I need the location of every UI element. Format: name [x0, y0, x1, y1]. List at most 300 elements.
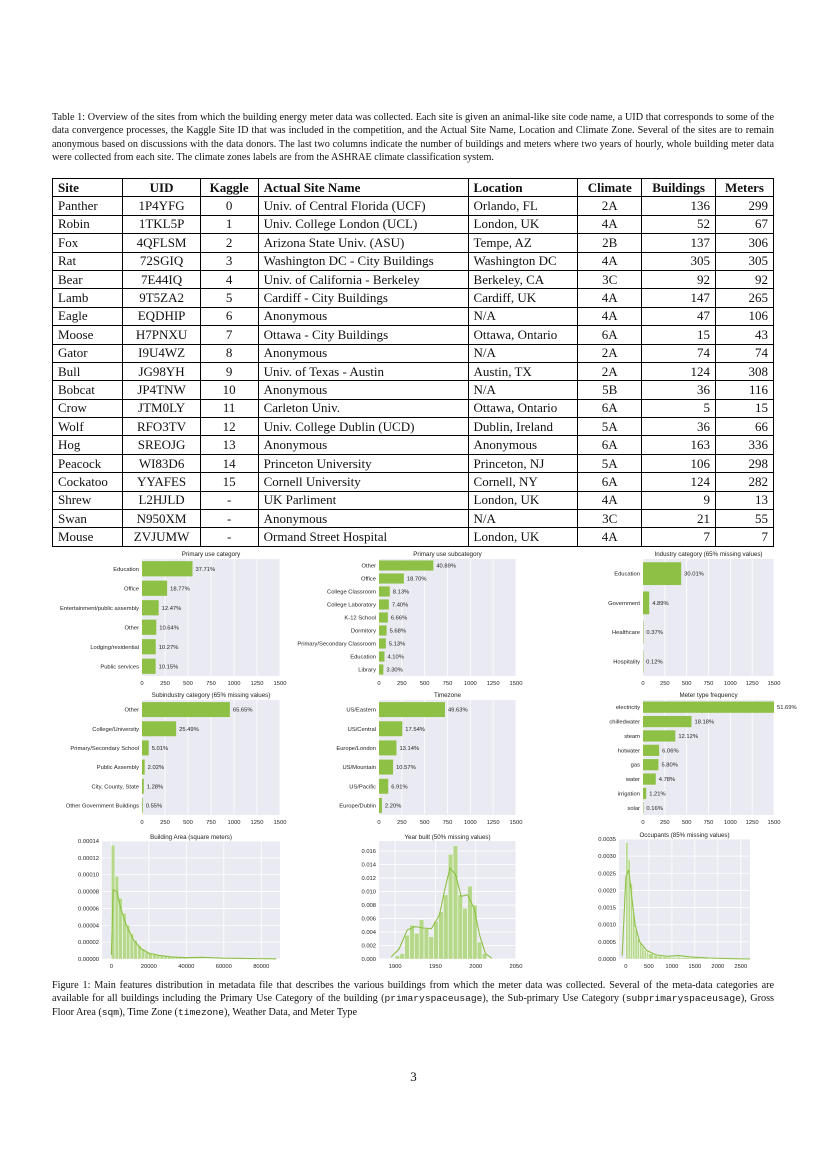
histogram-bar	[190, 958, 193, 959]
table-cell: 4A	[578, 289, 642, 307]
x-tick-label: 750	[703, 681, 714, 687]
table-row	[53, 197, 774, 215]
table-cell: H7PNXU	[123, 326, 200, 344]
bar	[379, 664, 383, 674]
table-cell: 36	[642, 418, 716, 436]
chart-title: Occupants (85% missing values)	[639, 832, 730, 839]
figure-caption-code: primaryspaceusage	[384, 993, 483, 1005]
bar	[379, 740, 396, 755]
y-tick-label: 0.00006	[78, 906, 99, 913]
bar	[142, 721, 176, 736]
figure-caption-text: ), the Sub-primary Use Category (	[482, 993, 626, 1005]
table-cell: 4	[200, 270, 258, 288]
figure-caption-code: sqm	[101, 1006, 120, 1018]
y-tick-label: Office	[123, 586, 139, 593]
table-row	[53, 344, 774, 362]
y-tick-label: Public services	[100, 664, 139, 671]
table-header-row	[53, 179, 774, 197]
bar	[379, 625, 387, 635]
table-cell: 1	[200, 215, 258, 233]
table-row	[53, 510, 774, 528]
bar	[142, 779, 144, 794]
x-tick-label: 0	[624, 964, 628, 970]
page-number: 3	[410, 1069, 417, 1084]
y-tick-label: 0.0020	[598, 888, 616, 895]
chart-title: Subindustry category (65% missing values)	[151, 692, 271, 699]
table-cell: 12	[200, 418, 258, 436]
table-cell: 9	[200, 362, 258, 380]
histogram-bar	[414, 933, 419, 959]
table-cell: Tempe, AZ	[468, 234, 578, 252]
data-label: 10.15%	[158, 664, 179, 671]
histogram-bar	[672, 958, 676, 959]
table-cell: 4QFLSM	[123, 234, 200, 252]
table-cell: N/A	[468, 307, 578, 325]
column-header: Actual Site Name	[258, 179, 468, 197]
column-header: Location	[468, 179, 578, 197]
data-label: 12.47%	[161, 605, 182, 612]
bar	[379, 560, 433, 570]
histogram-bar	[453, 846, 458, 959]
table-cell: 2A	[578, 197, 642, 215]
table-cell: Princeton, NJ	[468, 454, 578, 472]
x-tick-label: 2500	[734, 964, 748, 970]
chart-title: Primary use category	[181, 551, 241, 558]
x-tick-label: 2050	[509, 964, 523, 970]
table-row	[53, 289, 774, 307]
y-tick-label: Other	[124, 625, 139, 632]
table-cell: 74	[642, 344, 716, 362]
chart-title: Primary use subcategory	[413, 551, 482, 558]
data-label: 1.21%	[649, 791, 666, 798]
table-cell: London, UK	[468, 528, 578, 546]
histogram-bar	[667, 957, 671, 959]
table-cell: 305	[716, 252, 774, 270]
histogram-bar	[644, 950, 646, 959]
table-cell: 55	[716, 510, 774, 528]
y-tick-label: US/Central	[347, 726, 376, 733]
bar	[142, 561, 193, 576]
table-cell: Swan	[53, 510, 123, 528]
data-label: 1.28%	[146, 784, 164, 791]
histogram-bar	[186, 958, 189, 959]
table-cell: 7	[642, 528, 716, 546]
x-tick-label: 60000	[215, 964, 232, 970]
y-tick-label: 0.00014	[78, 839, 99, 845]
data-label: 10.64%	[159, 625, 179, 632]
table-cell: 136	[642, 197, 716, 215]
x-tick-label: 1250	[745, 820, 759, 826]
table-cell: 106	[642, 454, 716, 472]
bar	[643, 702, 774, 713]
table-cell: 124	[642, 473, 716, 491]
x-tick-label: 250	[659, 681, 670, 687]
x-tick-label: 1250	[250, 820, 264, 826]
figure-svg	[52, 547, 797, 970]
y-tick-label: 0.010	[361, 889, 376, 896]
table-cell: 36	[642, 381, 716, 399]
y-tick-label: Office	[360, 576, 376, 583]
bar	[643, 562, 681, 585]
y-tick-label: College Classroom	[327, 589, 376, 596]
y-tick-label: Entertainment/public assembly	[60, 605, 139, 612]
y-tick-label: 0.0015	[598, 905, 616, 912]
data-label: 4.10%	[387, 654, 404, 661]
table-cell: Cornell University	[258, 473, 468, 491]
x-tick-label: 0	[377, 820, 381, 826]
y-tick-label: 0.014	[361, 862, 376, 869]
x-tick-label: 0	[377, 681, 381, 687]
histogram-bar	[663, 957, 667, 959]
data-label: 18.77%	[170, 586, 190, 593]
histogram-bar	[194, 958, 197, 959]
table-cell: Ottawa, Ontario	[468, 399, 578, 417]
table-cell: 92	[716, 270, 774, 288]
bar	[643, 788, 646, 799]
chart-title: Industry category (65% missing values)	[654, 551, 763, 558]
y-tick-label: 0.00004	[78, 923, 99, 930]
table-cell: 92	[642, 270, 716, 288]
bar	[643, 716, 691, 727]
table-row	[53, 215, 774, 233]
table-cell: WI83D6	[123, 454, 200, 472]
table-cell: N/A	[468, 510, 578, 528]
x-tick-label: 1250	[486, 820, 500, 826]
table-cell: 5B	[578, 381, 642, 399]
table-cell: 14	[200, 454, 258, 472]
bar	[142, 760, 145, 775]
bar	[142, 581, 167, 596]
y-tick-label: Primary/Secondary School	[70, 745, 139, 752]
x-tick-label: 1000	[227, 820, 241, 826]
table-cell: 4A	[578, 528, 642, 546]
x-tick-label: 0	[140, 820, 144, 826]
table-cell: YYAFES	[123, 473, 200, 491]
data-label: 8.13%	[392, 589, 410, 596]
sites-table	[52, 178, 774, 547]
table-cell: 5A	[578, 418, 642, 436]
table-cell: Univ. College Dublin (UCD)	[258, 418, 468, 436]
table-cell: 6A	[578, 399, 642, 417]
y-tick-label: City, County, State	[91, 784, 139, 791]
data-label: 2.20%	[384, 803, 402, 810]
table-cell: 3C	[578, 270, 642, 288]
table-cell: 67	[716, 215, 774, 233]
table-cell: 5	[642, 399, 716, 417]
table-row	[53, 307, 774, 325]
histogram-bar	[676, 957, 680, 959]
y-tick-label: Education	[350, 654, 376, 661]
table-cell: 2A	[578, 362, 642, 380]
table-cell: Panther	[53, 197, 123, 215]
y-tick-label: Library	[358, 667, 376, 674]
data-label: 6.06%	[662, 748, 679, 755]
table-cell: Univ. of California - Berkeley	[258, 270, 468, 288]
table-cell: Anonymous	[468, 436, 578, 454]
y-tick-label: gas	[630, 762, 640, 769]
table-cell: 2A	[578, 344, 642, 362]
table-row	[53, 454, 774, 472]
table-cell: Bobcat	[53, 381, 123, 399]
table-cell: I9U4WZ	[123, 344, 200, 362]
data-label: 3.30%	[386, 667, 403, 674]
x-tick-label: 0	[140, 681, 144, 687]
data-label: 2.02%	[147, 765, 165, 772]
table-row	[53, 399, 774, 417]
x-tick-label: 250	[659, 820, 670, 826]
x-tick-label: 500	[681, 820, 692, 826]
y-tick-label: 0.016	[361, 849, 376, 856]
x-tick-label: 1250	[250, 681, 264, 687]
table-cell: 1TKL5P	[123, 215, 200, 233]
histogram-bar	[410, 925, 415, 959]
bar	[643, 591, 649, 614]
table-cell: Berkeley, CA	[468, 270, 578, 288]
table-cell: 15	[642, 326, 716, 344]
histogram-bar	[419, 920, 424, 959]
table-cell: -	[200, 510, 258, 528]
table-cell: 306	[716, 234, 774, 252]
column-header: Climate	[578, 179, 642, 197]
sites-table-container	[52, 178, 774, 547]
table-cell: 5	[200, 289, 258, 307]
x-tick-label: 1000	[463, 820, 477, 826]
column-header: UID	[123, 179, 200, 197]
table-cell: Crow	[53, 399, 123, 417]
table-cell: 13	[716, 491, 774, 509]
chart-title: Meter type frequency	[679, 692, 738, 699]
y-tick-label: College Laboratory	[327, 602, 376, 609]
y-tick-label: 0.0010	[598, 922, 616, 929]
table-cell: 52	[642, 215, 716, 233]
data-label: 5.80%	[661, 762, 678, 769]
x-tick-label: 2000	[711, 964, 725, 970]
bar	[379, 651, 384, 661]
data-label: 40.89%	[436, 563, 457, 570]
histogram-bar	[649, 954, 653, 959]
figure-caption-text: ), Gross Floor Area (	[52, 993, 774, 1018]
histogram-bar	[653, 956, 657, 959]
table-cell: L2HJLD	[123, 491, 200, 509]
data-label: 13.14%	[399, 745, 420, 752]
table-cell: Univ. of Central Florida (UCF)	[258, 197, 468, 215]
x-tick-label: 1500	[273, 820, 287, 826]
x-tick-label: 500	[183, 681, 193, 687]
x-tick-label: 80000	[253, 964, 270, 970]
x-tick-label: 0	[109, 964, 113, 970]
bar	[643, 745, 659, 756]
table-cell: 137	[642, 234, 716, 252]
bar	[379, 702, 445, 717]
y-tick-label: US/Mountain	[342, 765, 376, 772]
y-tick-label: Public Assembly	[96, 765, 139, 772]
table-cell: 299	[716, 197, 774, 215]
histogram-bar	[626, 842, 628, 959]
y-tick-label: Europe/London	[336, 745, 376, 752]
table-cell: 336	[716, 436, 774, 454]
figure-caption-text: ), Time Zone (	[119, 1006, 178, 1018]
bar	[379, 721, 402, 736]
table-cell: N950XM	[123, 510, 200, 528]
x-tick-label: 1250	[486, 681, 500, 687]
table-cell: 13	[200, 436, 258, 454]
table-row	[53, 326, 774, 344]
histogram-bar	[395, 956, 400, 959]
column-header: Meters	[716, 179, 774, 197]
y-tick-label: 0.00008	[78, 889, 99, 896]
table-cell: Anonymous	[258, 510, 468, 528]
y-tick-label: Dormitory	[350, 628, 376, 635]
x-tick-label: 500	[681, 681, 692, 687]
table-cell: 47	[642, 307, 716, 325]
table-cell: 3C	[578, 510, 642, 528]
data-label: 0.12%	[646, 659, 663, 666]
table-cell: 6A	[578, 326, 642, 344]
table-row	[53, 270, 774, 288]
y-tick-label: Healthcare	[611, 630, 640, 637]
table-cell: JP4TNW	[123, 381, 200, 399]
table-cell: 7	[200, 326, 258, 344]
histogram-bar	[640, 944, 642, 959]
x-tick-label: 500	[644, 964, 654, 970]
x-tick-label: 1500	[767, 820, 781, 826]
table-cell: 6A	[578, 436, 642, 454]
data-label: 49.63%	[447, 707, 468, 714]
data-label: 0.55%	[145, 803, 163, 810]
table-cell: London, UK	[468, 491, 578, 509]
table-row	[53, 252, 774, 270]
table-cell: 15	[716, 399, 774, 417]
x-tick-label: 250	[396, 681, 407, 687]
y-tick-label: chilledwater	[609, 719, 640, 726]
x-tick-label: 750	[442, 681, 453, 687]
y-tick-label: Other	[361, 563, 376, 570]
table-cell: 124	[642, 362, 716, 380]
y-tick-label: 0.000	[361, 957, 376, 963]
table-cell: Rat	[53, 252, 123, 270]
x-tick-label: 1000	[665, 964, 679, 970]
histogram-bar	[690, 958, 699, 959]
table-row	[53, 491, 774, 509]
bar	[142, 639, 156, 654]
histogram-bar	[434, 922, 439, 959]
x-tick-label: 250	[160, 820, 170, 826]
table-cell: 5A	[578, 454, 642, 472]
bar	[142, 659, 156, 674]
data-label: 37.71%	[195, 566, 216, 573]
table-cell: 3	[200, 252, 258, 270]
y-tick-label: Hospitality	[613, 659, 640, 666]
x-tick-label: 2000	[469, 964, 483, 970]
table-cell: 6A	[578, 473, 642, 491]
table-cell: -	[200, 491, 258, 509]
table-cell: 308	[716, 362, 774, 380]
table-cell: Ormand Street Hospital	[258, 528, 468, 546]
bar	[379, 779, 388, 794]
bar	[379, 638, 386, 648]
table-cell: 66	[716, 418, 774, 436]
table-cell: 282	[716, 473, 774, 491]
table-cell: Wolf	[53, 418, 123, 436]
chart-title: Year built (50% missing values)	[404, 834, 491, 841]
table-cell: London, UK	[468, 215, 578, 233]
x-tick-label: 0	[641, 681, 645, 687]
table-row	[53, 528, 774, 546]
data-label: 0.37%	[646, 630, 663, 637]
table-cell: 8	[200, 344, 258, 362]
histogram-bar	[400, 954, 405, 959]
histogram-bar	[635, 930, 637, 959]
table-caption: Table 1: Overview of the sites from which the building energy meter data was collected. Each site is given an animal-like site code name, a UID that corresponds to some of the data convergence processes, the Kaggle Site ID that was included in the competition, and the Actual Site Name, Location and Climate Zone. Several of the sites are to remain anonymous based on discussions with the data donors. The last two columns indicate the number of buildings and meters where two years of hourly, whole building meter data were collected from each site. The climate zones labels are from the ASHRAE climate classification system.	[52, 112, 774, 163]
table-cell: Carleton Univ.	[258, 399, 468, 417]
histogram-bar	[658, 956, 662, 959]
figure-metadata-distributions	[52, 547, 797, 970]
histogram-bar	[115, 876, 118, 959]
y-tick-label: 0.006	[361, 916, 376, 923]
x-tick-label: 1000	[723, 681, 737, 687]
table-cell: Univ. of Texas - Austin	[258, 362, 468, 380]
bar	[379, 586, 390, 596]
table-cell: Arizona State Univ. (ASU)	[258, 234, 468, 252]
data-label: 18.70%	[406, 576, 427, 583]
table-cell: 163	[642, 436, 716, 454]
table-row	[53, 362, 774, 380]
table-cell: 116	[716, 381, 774, 399]
y-tick-label: Government	[608, 600, 640, 607]
y-tick-label: College/University	[92, 726, 139, 733]
histogram-bar	[458, 895, 463, 959]
bar	[379, 760, 393, 775]
table-row	[53, 473, 774, 491]
table-cell: 298	[716, 454, 774, 472]
y-tick-label: 0.012	[361, 876, 376, 883]
table-cell: Cardiff, UK	[468, 289, 578, 307]
data-label: 10.57%	[396, 765, 416, 772]
data-label: 5.13%	[388, 641, 406, 648]
bar	[379, 599, 389, 609]
x-tick-label: 1500	[688, 964, 702, 970]
y-tick-label: water	[625, 777, 640, 784]
table-cell: Cardiff - City Buildings	[258, 289, 468, 307]
x-tick-label: 1500	[273, 681, 287, 687]
x-tick-label: 500	[419, 681, 430, 687]
histogram-bar	[477, 942, 482, 959]
y-tick-label: Primary/Secondary Classroom	[297, 641, 376, 648]
table-cell: Bear	[53, 270, 123, 288]
table-cell: Anonymous	[258, 344, 468, 362]
data-label: 65.65%	[232, 707, 253, 714]
y-tick-label: 0.008	[361, 903, 376, 910]
table-cell: Washington DC - City Buildings	[258, 252, 468, 270]
column-header: Kaggle	[200, 179, 258, 197]
y-tick-label: electricity	[615, 705, 640, 712]
histogram-bar	[429, 937, 434, 959]
table-cell: Austin, TX	[468, 362, 578, 380]
x-tick-label: 500	[419, 820, 430, 826]
figure-caption-text: ), Weather Data, and Meter Type	[224, 1006, 358, 1018]
table-cell: Orlando, FL	[468, 197, 578, 215]
table-row	[53, 418, 774, 436]
bar	[142, 740, 149, 755]
table-cell: 1P4YFG	[123, 197, 200, 215]
table-cell: EQDHIP	[123, 307, 200, 325]
table-cell: JTM0LY	[123, 399, 200, 417]
x-tick-label: 1500	[509, 681, 523, 687]
table-cell: Hog	[53, 436, 123, 454]
y-tick-label: 0.0030	[598, 854, 616, 861]
x-tick-label: 20000	[140, 964, 157, 970]
table-cell: Ottawa - City Buildings	[258, 326, 468, 344]
